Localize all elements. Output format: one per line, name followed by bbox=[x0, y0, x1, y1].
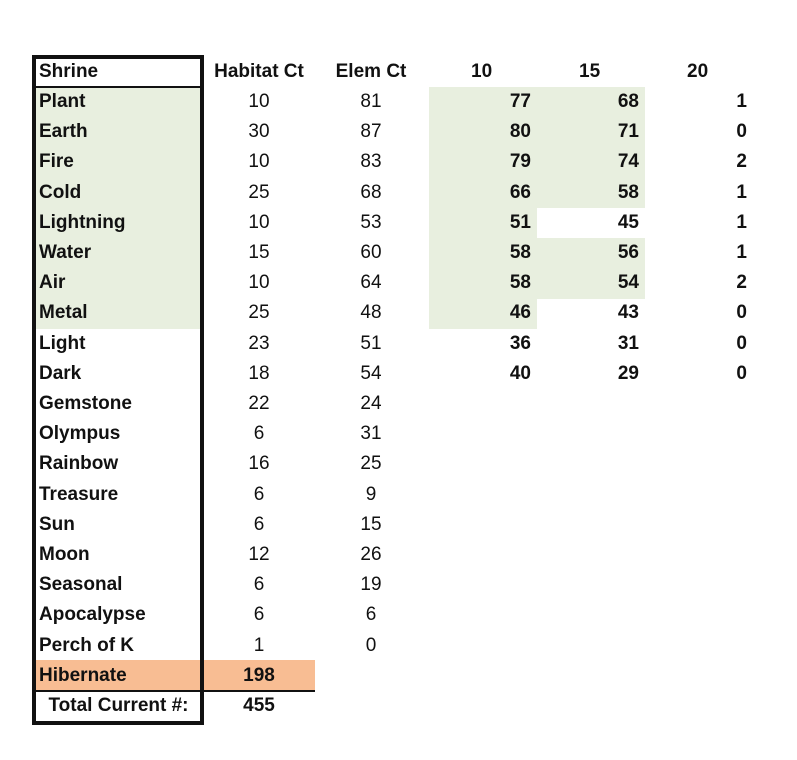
value-15: 71 bbox=[617, 121, 639, 143]
value-20: 1 bbox=[736, 242, 747, 263]
elem-count: 9 bbox=[365, 483, 377, 505]
value-20: 0 bbox=[736, 302, 747, 324]
shrine-name: Water bbox=[39, 242, 92, 263]
shrine-name: Olympus bbox=[39, 423, 121, 445]
header-20: 20 bbox=[687, 61, 709, 82]
elem-count: 0 bbox=[365, 634, 377, 656]
elem-count: 31 bbox=[360, 423, 382, 445]
value-10: 58 bbox=[509, 272, 531, 294]
elem-count: 48 bbox=[360, 302, 382, 324]
habitat-count: 22 bbox=[248, 393, 270, 414]
value-20: 0 bbox=[736, 362, 747, 384]
elem-count: 26 bbox=[360, 544, 382, 565]
value-20: 1 bbox=[736, 181, 747, 203]
shrine-name: Seasonal bbox=[39, 574, 123, 596]
value-20: 0 bbox=[736, 121, 747, 143]
shrine-name: Lightning bbox=[39, 211, 126, 233]
elem-count: 19 bbox=[360, 574, 382, 596]
value-10: 80 bbox=[509, 121, 531, 143]
shrine-name: Metal bbox=[39, 302, 88, 324]
shrine-name: Apocalypse bbox=[39, 604, 146, 626]
value-15: 45 bbox=[617, 211, 639, 233]
shrine-name: Gemstone bbox=[39, 393, 132, 414]
value-20: 1 bbox=[736, 211, 747, 233]
elem-count: 25 bbox=[360, 453, 382, 475]
elem-count: 60 bbox=[360, 242, 382, 263]
value-10: 77 bbox=[509, 91, 531, 112]
habitat-count: 6 bbox=[253, 513, 265, 535]
habitat-count: 25 bbox=[248, 181, 270, 203]
value-15: 54 bbox=[617, 272, 639, 294]
value-15: 29 bbox=[617, 362, 639, 384]
elem-count: 83 bbox=[360, 151, 382, 173]
habitat-count: 10 bbox=[248, 151, 270, 173]
habitat-count: 25 bbox=[248, 302, 270, 324]
value-10: 66 bbox=[509, 181, 531, 203]
shrine-name: Plant bbox=[39, 91, 86, 112]
header-habitat-ct: Habitat Ct bbox=[214, 61, 304, 82]
header-10: 10 bbox=[471, 61, 493, 82]
elem-count: 64 bbox=[360, 272, 382, 294]
value-20: 0 bbox=[736, 332, 747, 354]
value-15: 68 bbox=[617, 91, 639, 112]
habitat-count: 18 bbox=[248, 362, 270, 384]
elem-count: 53 bbox=[360, 211, 382, 233]
habitat-count: 16 bbox=[248, 453, 270, 475]
value-10: 51 bbox=[509, 211, 531, 233]
elem-count: 54 bbox=[360, 362, 382, 384]
habitat-count: 30 bbox=[248, 121, 270, 143]
header-divider-line bbox=[32, 86, 204, 88]
value-20: 2 bbox=[736, 151, 747, 173]
shrine-name: Earth bbox=[39, 121, 88, 143]
elem-count: 81 bbox=[360, 91, 382, 112]
shrine-name: Sun bbox=[39, 513, 75, 535]
elem-count: 24 bbox=[360, 393, 382, 414]
value-15: 58 bbox=[617, 181, 639, 203]
value-15: 31 bbox=[617, 332, 639, 354]
elem-count: 51 bbox=[360, 332, 382, 354]
value-10: 79 bbox=[509, 151, 531, 173]
habitat-count: 10 bbox=[248, 272, 270, 294]
value-10: 58 bbox=[509, 242, 531, 263]
value-10: 46 bbox=[509, 302, 531, 324]
header-shrine: Shrine bbox=[39, 61, 99, 82]
value-15: 43 bbox=[617, 302, 639, 324]
habitat-count: 6 bbox=[253, 423, 265, 445]
total-label: Total Current #: bbox=[48, 695, 189, 716]
elem-count: 15 bbox=[360, 513, 382, 535]
total-value: 455 bbox=[243, 695, 275, 716]
habitat-count: 6 bbox=[253, 604, 265, 626]
habitat-count: 15 bbox=[248, 242, 270, 263]
habitat-count: 1 bbox=[253, 634, 265, 656]
header-15: 15 bbox=[579, 61, 601, 82]
habitat-count: 6 bbox=[253, 574, 265, 596]
value-20: 1 bbox=[736, 91, 747, 112]
header-elem-ct: Elem Ct bbox=[335, 61, 407, 82]
habitat-count: 10 bbox=[248, 91, 270, 112]
habitat-count: 23 bbox=[248, 332, 270, 354]
shrine-name: Moon bbox=[39, 544, 90, 565]
habitat-count: 6 bbox=[253, 483, 265, 505]
habitat-count: 10 bbox=[248, 211, 270, 233]
shrine-name: Dark bbox=[39, 362, 82, 384]
shrine-name: Treasure bbox=[39, 483, 119, 505]
shrine-column-border bbox=[32, 55, 204, 725]
value-15: 56 bbox=[617, 242, 639, 263]
shrine-name: Rainbow bbox=[39, 453, 119, 475]
value-10: 40 bbox=[509, 362, 531, 384]
elem-count: 87 bbox=[360, 121, 382, 143]
shrine-name: Air bbox=[39, 272, 66, 294]
elem-count: 6 bbox=[365, 604, 377, 626]
value-15: 74 bbox=[617, 151, 639, 173]
total-divider-line bbox=[32, 690, 315, 692]
shrine-name: Hibernate bbox=[39, 664, 127, 686]
habitat-count: 198 bbox=[243, 664, 275, 686]
value-20: 2 bbox=[736, 272, 747, 294]
elem-count: 68 bbox=[360, 181, 382, 203]
shrine-name: Cold bbox=[39, 181, 82, 203]
shrine-name: Fire bbox=[39, 151, 74, 173]
value-10: 36 bbox=[509, 332, 531, 354]
shrine-name: Perch of K bbox=[39, 634, 135, 656]
shrine-name: Light bbox=[39, 332, 86, 354]
habitat-count: 12 bbox=[248, 544, 270, 565]
